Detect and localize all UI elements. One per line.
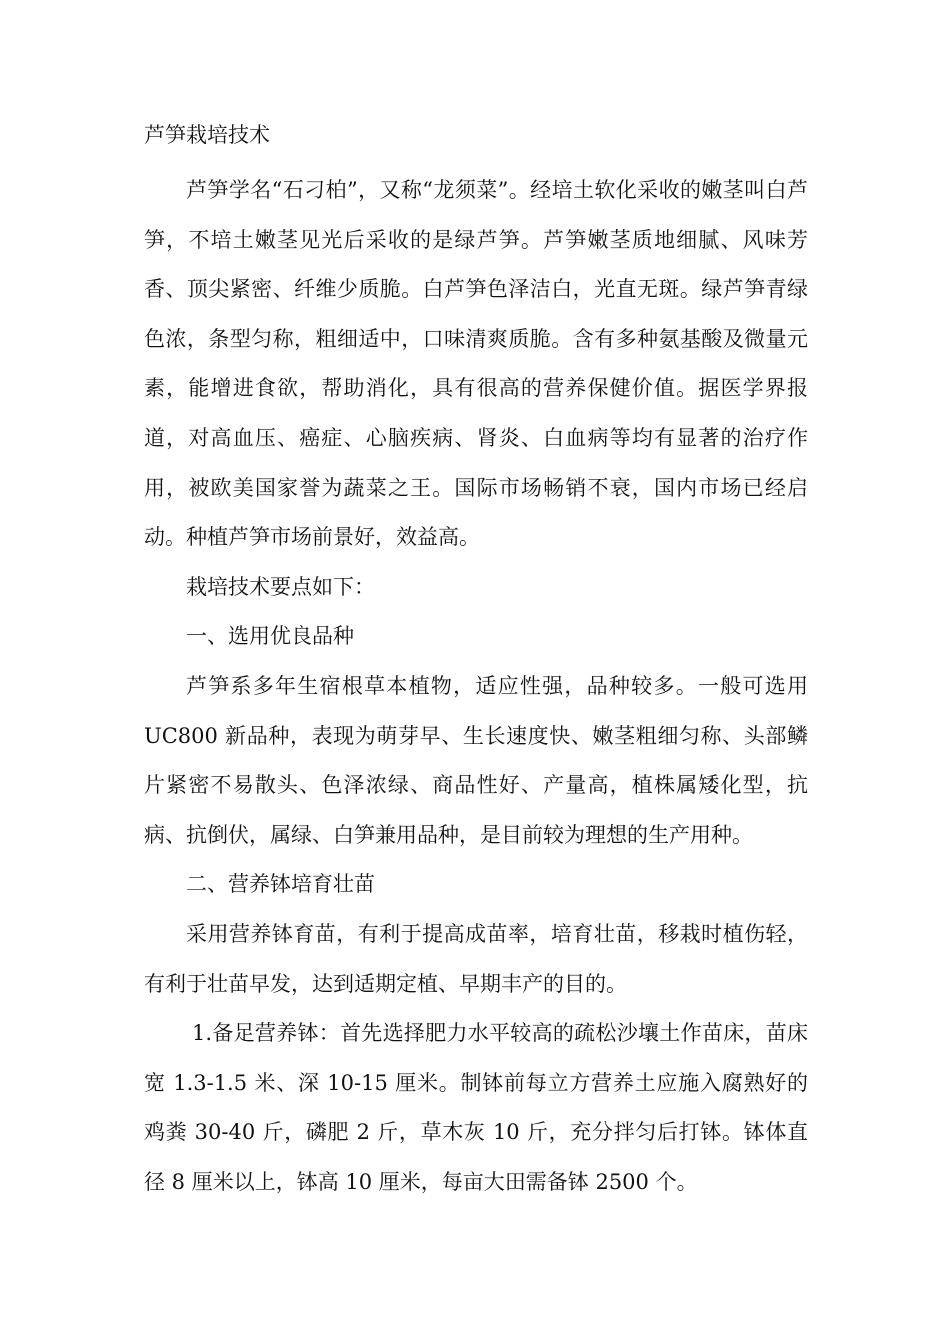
section-heading-seedlings: 二、营养钵培育壮苗 bbox=[186, 872, 375, 897]
document-body bbox=[144, 166, 808, 1207]
document-title: 芦笋栽培技术 bbox=[144, 123, 270, 147]
paragraph-seedlings: 采用营养钵育苗，有利于提高成苗率，培育壮苗，移栽时植伤轻，有利于壮苗早发，达到适期定植、早期丰产的目的。 bbox=[144, 921, 808, 996]
paragraph-nutrition-pots: 1.备足营养钵：首先选择肥力水平较高的疏松沙壤土作苗床，苗床宽 1.3-1.5 米、深 10-15 厘米。制钵前每立方营养土应施入腐熟好的鸡粪 30-40 斤，磷肥 2 斤，草木灰 10 斤，充分拌匀后打钵。钵体直径 8 厘米以上，钵高 10 厘米，每亩大田需备钵 2500 个。 bbox=[144, 1021, 808, 1194]
paragraph-key-points: 栽培技术要点如下： bbox=[186, 574, 375, 599]
section-heading-variety: 一、选用优良品种 bbox=[186, 624, 354, 649]
paragraph-intro: 芦笋学名“石刁柏”，又称“龙须菜”。经培土软化采收的嫩茎叫白芦笋，不培土嫩茎见光后采收的是绿芦笋。芦笋嫩茎质地细腻、风味芳香、顶尖紧密、纤维少质脆。白芦笋色泽洁白，光直无斑。绿芦笋青绿色浓，条型匀称，粗细适中，口味清爽质脆。含有多种氨基酸及微量元素，能增进食欲，帮助消化，具有很高的营养保健价值。据医学界报道，对高血压、癌症、心脑疾病、肾炎、白血病等均有显著的治疗作用，被欧美国家誉为蔬菜之王。国际市场畅销不衰，国内市场已经启动。种植芦笋市场前景好，效益高。 bbox=[144, 178, 808, 550]
paragraph-variety: 芦笋系多年生宿根草本植物，适应性强，品种较多。一般可选用 UC800 新品种，表现为萌芽早、生长速度快、嫩茎粗细匀称、头部鳞片紧密不易散头、色泽浓绿、商品性好、产量高，植株属矮化型，抗病、抗倒伏，属绿、白笋兼用品种，是目前较为理想的生产用种。 bbox=[144, 673, 808, 847]
